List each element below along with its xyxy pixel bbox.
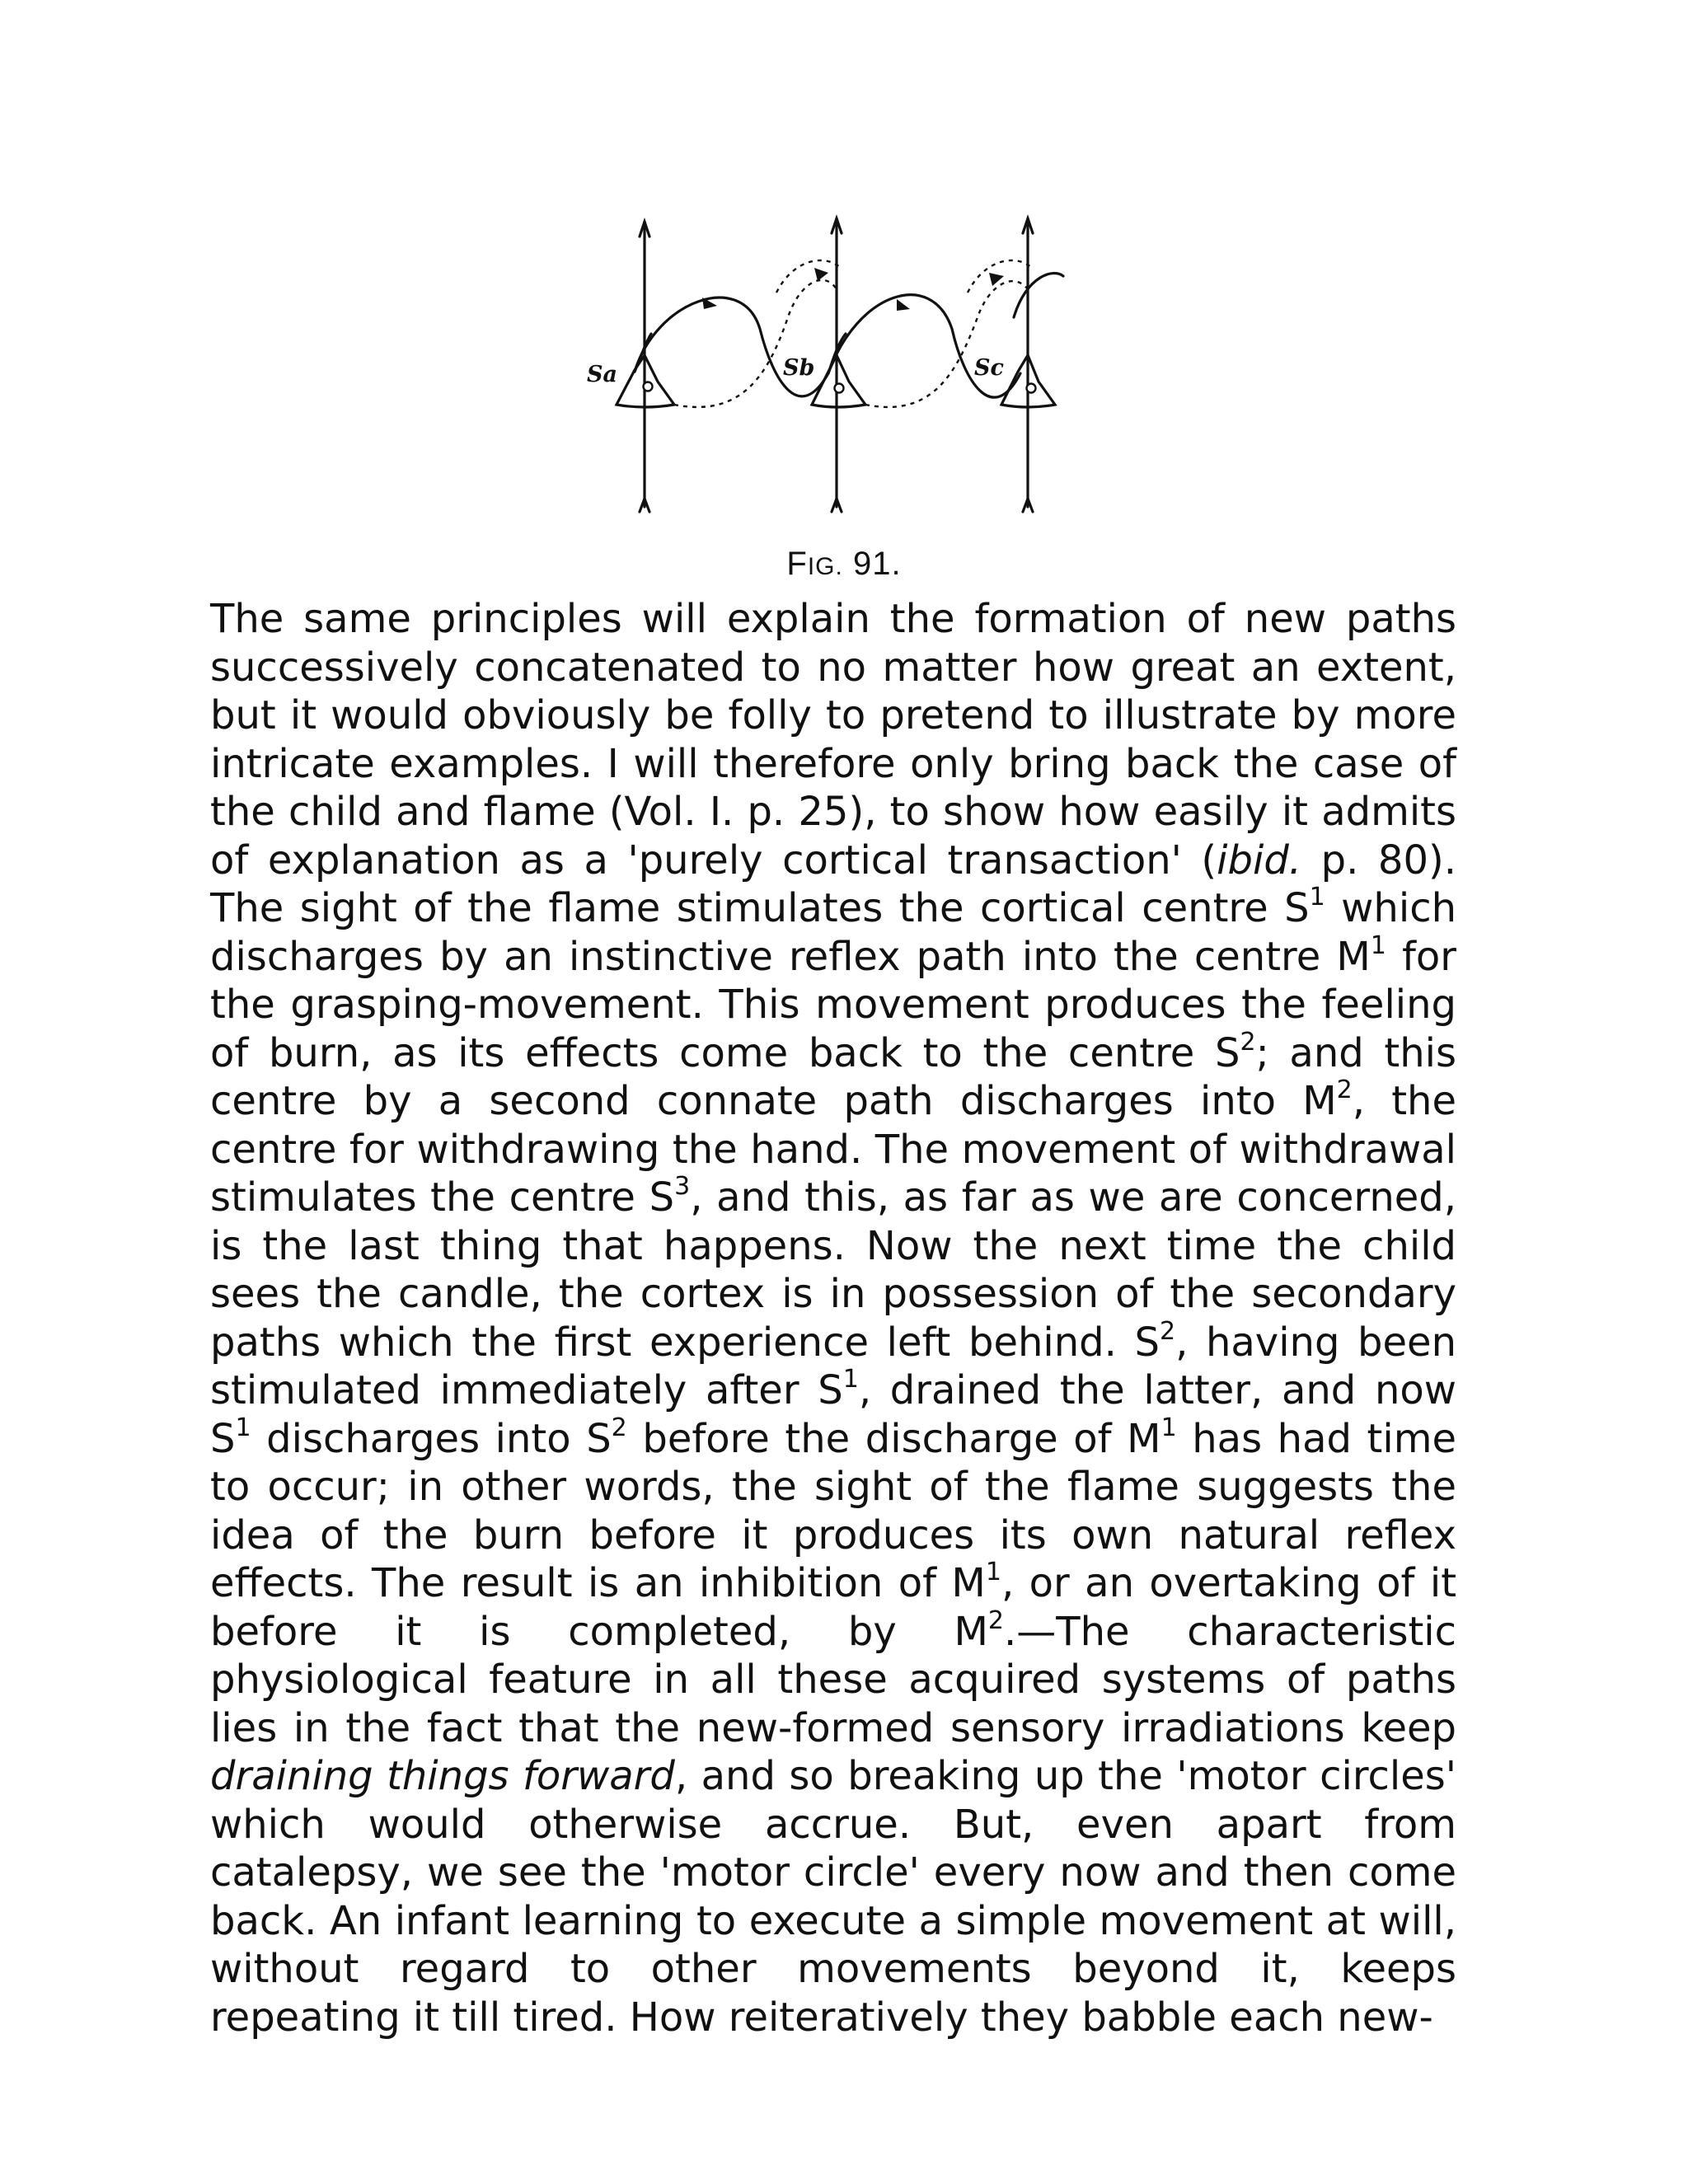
- neural-path-diagram: [577, 210, 1088, 532]
- figure-caption: [0, 546, 1688, 583]
- flow-arrow-3: [897, 299, 910, 311]
- dotted-loop-ab: [674, 280, 837, 407]
- label-sc: Sc: [974, 355, 1004, 381]
- nucleus-b: [835, 384, 844, 393]
- text-run: p. 80). The sight of the flame stimulates the cortical centre S: [210, 837, 1456, 931]
- ibid-italic: ibid.: [1217, 837, 1302, 883]
- superscript: 1: [1160, 1413, 1177, 1442]
- caption-f: F: [786, 546, 808, 582]
- neural-path-figure: [577, 210, 1088, 532]
- superscript: 1: [985, 1558, 1001, 1586]
- text-run: , having been stimulated immediately after S: [210, 1319, 1456, 1413]
- text-run: , and this, as far as we are concerned, is the last thing that happens. Now the next time the child sees the candle, the cortex is in possession of the secondary paths which the first experience left behind. S: [210, 1174, 1457, 1366]
- superscript: 1: [842, 1365, 859, 1394]
- text-run: has had time to occur; in other words, the sight of the flame suggests the idea of the burn before it produces its own natural reflex effects. The result is an inhibition of M: [210, 1415, 1457, 1606]
- text-run: , drained the latter, and now S: [210, 1367, 1456, 1462]
- text-run: which discharges by an instinctive reflex path into the centre M: [210, 885, 1457, 980]
- text-run: , and so breaking up the 'motor circles' which would otherwise accrue. But, even apart from catalepsy, we see the 'motor circle' every now and then come back. An infant learning to execute a simple movement at will, without regard to other movements beyond it, keeps repeating it till tired. How reiteratively they babble each new-: [210, 1753, 1456, 2041]
- superscript: 2: [1240, 1027, 1256, 1057]
- nucleus-c: [1027, 384, 1036, 393]
- label-sa: Sa: [587, 362, 617, 387]
- solid-loop-bc: [828, 295, 1020, 397]
- superscript: 2: [1336, 1076, 1353, 1104]
- superscript: 3: [674, 1172, 691, 1201]
- text-run: The same principles will explain the formation of new paths successively concatenated to no matter how great an extent, but it would obviously be folly to pretend to illustrate by more intricate examples. I will therefore only bring back the case of the child and flame (Vol. I. p. 25), to show how easily it admits of explanation as a 'purely cortical transaction' (: [210, 596, 1456, 883]
- caption-ig: IG.: [807, 553, 843, 580]
- text-run: for the grasping-movement. This movement produces the feeling of burn, as its effects come back to the centre S: [210, 933, 1456, 1076]
- text-run: .—The characteristic physiological feature in all these acquired systems of paths lies in the fact that the new-formed sensory irradiations keep: [210, 1608, 1457, 1751]
- caption-number: 91.: [852, 546, 902, 582]
- text-run: discharges into S: [251, 1415, 612, 1462]
- text-run: before the discharge of M: [626, 1415, 1161, 1462]
- cell-body-b: [812, 355, 865, 407]
- text-run: , or an overtaking of it before it is completed, by M: [210, 1560, 1457, 1655]
- body-text: [210, 595, 1456, 2041]
- solid-loop-ab: [635, 298, 828, 396]
- superscript: 1: [1370, 930, 1386, 960]
- solid-arc-c: [1014, 274, 1063, 317]
- paragraph: [210, 595, 1456, 2041]
- text-run: ; and this centre by a second connate path discharges into M: [210, 1029, 1456, 1124]
- superscript: 2: [1159, 1316, 1176, 1346]
- superscript: 1: [1309, 883, 1325, 912]
- emphasis-italic: draining things forward: [210, 1753, 675, 1799]
- dotted-top-b: [776, 260, 841, 293]
- label-sb: Sb: [783, 355, 815, 381]
- nucleus-a: [644, 382, 653, 391]
- superscript: 2: [611, 1413, 627, 1442]
- flow-arrow-2: [814, 268, 828, 281]
- superscript: 2: [987, 1605, 1004, 1635]
- text-run: , the centre for withdrawing the hand. The movement of withdrawal stimulates the centre S: [210, 1078, 1456, 1221]
- superscript: 1: [235, 1413, 251, 1442]
